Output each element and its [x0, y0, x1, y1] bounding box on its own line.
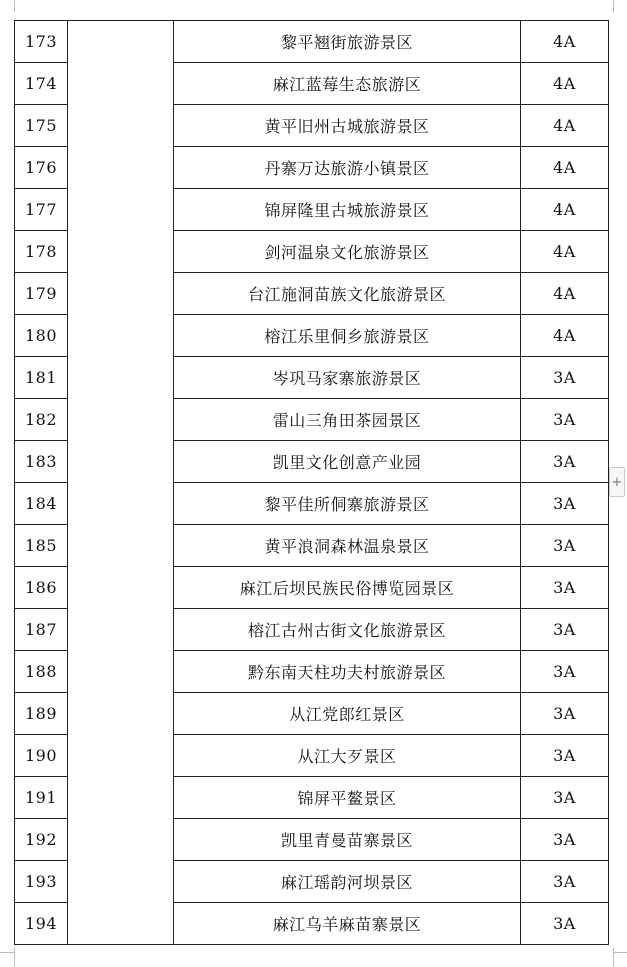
scenic-area-name-cell[interactable]: 凯里青曼苗寨景区: [174, 819, 521, 861]
row-number-cell[interactable]: 181: [15, 357, 68, 399]
scenic-area-name-cell[interactable]: 岑巩马家寨旅游景区: [174, 357, 521, 399]
scenic-area-name-cell[interactable]: 雷山三角田茶园景区: [174, 399, 521, 441]
grade-level-cell[interactable]: 3A: [521, 399, 609, 441]
row-number-cell[interactable]: 185: [15, 525, 68, 567]
scenic-area-name-cell[interactable]: 麻江后坝民族民俗博览园景区: [174, 567, 521, 609]
row-number-cell[interactable]: 174: [15, 63, 68, 105]
crop-mark-bottom-left-horizontal: [0, 952, 14, 953]
grade-level-cell[interactable]: 3A: [521, 903, 609, 945]
crop-mark-top-left: [14, 0, 15, 12]
plus-icon: +: [611, 475, 623, 490]
scenic-area-name-cell[interactable]: 黎平翘街旅游景区: [174, 21, 521, 63]
row-number-cell[interactable]: 189: [15, 693, 68, 735]
scenic-area-name-cell[interactable]: 黄平浪洞森林温泉景区: [174, 525, 521, 567]
row-number-cell[interactable]: 187: [15, 609, 68, 651]
crop-mark-bottom-right-horizontal: [613, 952, 627, 953]
scenic-area-name-cell[interactable]: 黄平旧州古城旅游景区: [174, 105, 521, 147]
grade-level-cell[interactable]: 3A: [521, 861, 609, 903]
scenic-area-name-cell[interactable]: 从江党郎红景区: [174, 693, 521, 735]
row-number-cell[interactable]: 176: [15, 147, 68, 189]
scenic-area-table: [14, 20, 609, 945]
row-number-cell[interactable]: 183: [15, 441, 68, 483]
row-number-cell[interactable]: 184: [15, 483, 68, 525]
grade-level-cell[interactable]: 4A: [521, 63, 609, 105]
scenic-area-name-cell[interactable]: 剑河温泉文化旅游景区: [174, 231, 521, 273]
row-number-cell[interactable]: 186: [15, 567, 68, 609]
grade-level-cell[interactable]: 4A: [521, 147, 609, 189]
row-number-cell[interactable]: 190: [15, 735, 68, 777]
row-number-cell[interactable]: 193: [15, 861, 68, 903]
scenic-area-name-cell[interactable]: 麻江蓝莓生态旅游区: [174, 63, 521, 105]
grade-level-cell[interactable]: 3A: [521, 819, 609, 861]
scenic-area-name-cell[interactable]: 麻江乌羊麻苗寨景区: [174, 903, 521, 945]
row-number-cell[interactable]: 173: [15, 21, 68, 63]
row-number-cell[interactable]: 177: [15, 189, 68, 231]
grade-level-cell[interactable]: 4A: [521, 189, 609, 231]
grade-level-cell[interactable]: 3A: [521, 651, 609, 693]
scenic-area-name-cell[interactable]: 锦屏隆里古城旅游景区: [174, 189, 521, 231]
add-row-button[interactable]: [609, 467, 625, 497]
scenic-area-name-cell[interactable]: 锦屏平鳌景区: [174, 777, 521, 819]
region-cell-merged[interactable]: [68, 21, 174, 945]
scenic-area-name-cell[interactable]: 台江施洞苗族文化旅游景区: [174, 273, 521, 315]
row-number-cell[interactable]: 194: [15, 903, 68, 945]
grade-level-cell[interactable]: 3A: [521, 357, 609, 399]
grade-level-cell[interactable]: 3A: [521, 693, 609, 735]
grade-level-cell[interactable]: 3A: [521, 777, 609, 819]
row-number-cell[interactable]: 188: [15, 651, 68, 693]
row-number-cell[interactable]: 178: [15, 231, 68, 273]
grade-level-cell[interactable]: 3A: [521, 483, 609, 525]
scenic-area-name-cell[interactable]: 丹寨万达旅游小镇景区: [174, 147, 521, 189]
table-row: [15, 21, 609, 63]
grade-level-cell[interactable]: 3A: [521, 441, 609, 483]
crop-mark-top-right: [613, 0, 614, 12]
scenic-area-name-cell[interactable]: 榕江乐里侗乡旅游景区: [174, 315, 521, 357]
scenic-area-name-cell[interactable]: 凯里文化创意产业园: [174, 441, 521, 483]
row-number-cell[interactable]: 175: [15, 105, 68, 147]
grade-level-cell[interactable]: 3A: [521, 609, 609, 651]
scenic-area-name-cell[interactable]: 麻江瑶韵河坝景区: [174, 861, 521, 903]
grade-level-cell[interactable]: 4A: [521, 315, 609, 357]
row-number-cell[interactable]: 191: [15, 777, 68, 819]
grade-level-cell[interactable]: 3A: [521, 567, 609, 609]
row-number-cell[interactable]: 182: [15, 399, 68, 441]
grade-level-cell[interactable]: 3A: [521, 525, 609, 567]
grade-level-cell[interactable]: 3A: [521, 735, 609, 777]
scenic-area-name-cell[interactable]: 黎平佳所侗寨旅游景区: [174, 483, 521, 525]
row-number-cell[interactable]: 180: [15, 315, 68, 357]
row-number-cell[interactable]: 192: [15, 819, 68, 861]
row-number-cell[interactable]: 179: [15, 273, 68, 315]
crop-mark-bottom-right: [613, 948, 614, 967]
scenic-area-name-cell[interactable]: 从江大歹景区: [174, 735, 521, 777]
grade-level-cell[interactable]: 4A: [521, 273, 609, 315]
crop-mark-bottom-left: [14, 948, 15, 967]
scenic-area-name-cell[interactable]: 榕江古州古街文化旅游景区: [174, 609, 521, 651]
grade-level-cell[interactable]: 4A: [521, 21, 609, 63]
table-body: [15, 21, 609, 945]
grade-level-cell[interactable]: 4A: [521, 231, 609, 273]
scenic-area-name-cell[interactable]: 黔东南天柱功夫村旅游景区: [174, 651, 521, 693]
grade-level-cell[interactable]: 4A: [521, 105, 609, 147]
